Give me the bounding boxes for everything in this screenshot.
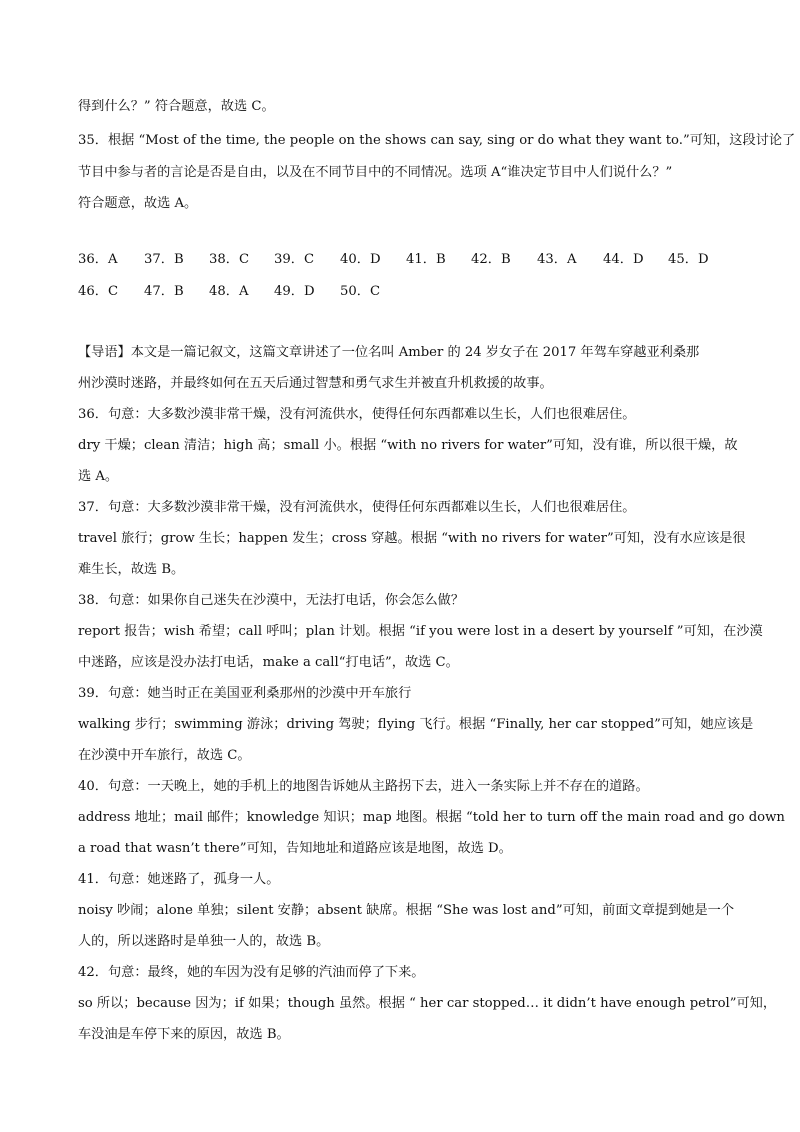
text-line: 37．句意：大多数沙漠非常干燥，没有河流供水，使得任何东西都难以生长，人们也很难居住。 xyxy=(78,500,636,515)
text-line: 得到什么？” 符合题意，故选 C。 xyxy=(78,99,275,114)
text-line: 在沙漠中开车旅行，故选 C。 xyxy=(78,748,251,763)
text-line: 中迷路，应该是没办法打电话，make a call“打电话”，故选 C。 xyxy=(78,655,459,670)
answer-item: 42．B xyxy=(471,252,511,267)
text-line: address 地址；mail 邮件；knowledge 知识；map 地图。根据 “told her to turn off the main road and go down xyxy=(78,810,785,825)
answer-item: 45．D xyxy=(668,252,709,267)
answer-item: 43．A xyxy=(537,252,577,267)
text-line: 35．根据 “Most of the time, the people on the shows can say, sing or do what they want to.”可知，这段讨论了 xyxy=(78,133,796,148)
text-line: 40．句意：一天晚上，她的手机上的地图告诉她从主路拐下去，进入一条实际上并不存在的道路。 xyxy=(78,779,649,794)
text-line: a road that wasn’t there”可知，告知地址和道路应该是地图，故选 D。 xyxy=(78,841,512,856)
text-line: 42．句意：最终，她的车因为没有足够的汽油而停了下来。 xyxy=(78,965,425,980)
answer-item: 38．C xyxy=(209,252,250,267)
text-line: 36．句意：大多数沙漠非常干燥，没有河流供水，使得任何东西都难以生长，人们也很难居住。 xyxy=(78,407,636,422)
text-line: 41．句意：她迷路了，孤身一人。 xyxy=(78,872,280,887)
text-line: report 报告；wish 希望；call 呼叫；plan 计划。根据 “if you were lost in a desert by yourself ”可知，在沙漠 xyxy=(78,624,763,639)
answer-item: 36．A xyxy=(78,252,118,267)
answer-item: 39．C xyxy=(274,252,315,267)
answer-item: 47．B xyxy=(144,284,184,299)
text-line: 38．句意：如果你自己迷失在沙漠中，无法打电话，你会怎么做？ xyxy=(78,593,465,608)
text-line: 州沙漠时迷路，并最终如何在五天后通过智慧和勇气求生并被直升机救援的故事。 xyxy=(78,376,553,391)
answer-item: 48．A xyxy=(209,284,249,299)
answer-key xyxy=(78,250,728,310)
text-line: dry 干燥；clean 清洁；high 高；small 小。根据 “with no rivers for water”可知，没有谁，所以很干燥，故 xyxy=(78,438,738,453)
text-line: noisy 吵闹；alone 单独；silent 安静；absent 缺席。根据 “She was lost and”可知，前面文章提到她是一个 xyxy=(78,903,735,918)
answer-item: 46．C xyxy=(78,284,119,299)
text-line: 选 A。 xyxy=(78,469,119,484)
answer-item: 49．D xyxy=(274,284,315,299)
text-line: travel 旅行；grow 生长；happen 发生；cross 穿越。根据 “with no rivers for water”可知，没有水应该是很 xyxy=(78,531,746,546)
text-line: 人的，所以迷路时是单独一人的，故选 B。 xyxy=(78,934,330,949)
answer-item: 50．C xyxy=(340,284,381,299)
text-line: 难生长，故选 B。 xyxy=(78,562,185,577)
text-line: walking 步行；swimming 游泳；driving 驾驶；flying 飞行。根据 “Finally, her car stopped”可知，她应该是 xyxy=(78,717,754,732)
text-line: 39．句意：她当时正在美国亚利桑那州的沙漠中开车旅行 xyxy=(78,686,412,701)
text-line: 符合题意，故选 A。 xyxy=(78,196,198,211)
answer-item: 41．B xyxy=(406,252,446,267)
answer-item: 37．B xyxy=(144,252,184,267)
answer-item: 44．D xyxy=(603,252,644,267)
text-line: 【导语】本文是一篇记叙文，这篇文章讲述了一位名叫 Amber 的 24 岁女子在 2017 年驾车穿越亚利桑那 xyxy=(78,345,700,360)
text-line: so 所以；because 因为；if 如果；though 虽然。根据 “ her car stopped… it didn’t have enough petrol”可知， xyxy=(78,996,777,1011)
text-line: 车没油是车停下来的原因，故选 B。 xyxy=(78,1027,290,1042)
answer-item: 40．D xyxy=(340,252,381,267)
text-line: 节目中参与者的言论是否是自由，以及在不同节目中的不同情况。选项 A“谁决定节目中人们说什么？” xyxy=(78,165,673,180)
